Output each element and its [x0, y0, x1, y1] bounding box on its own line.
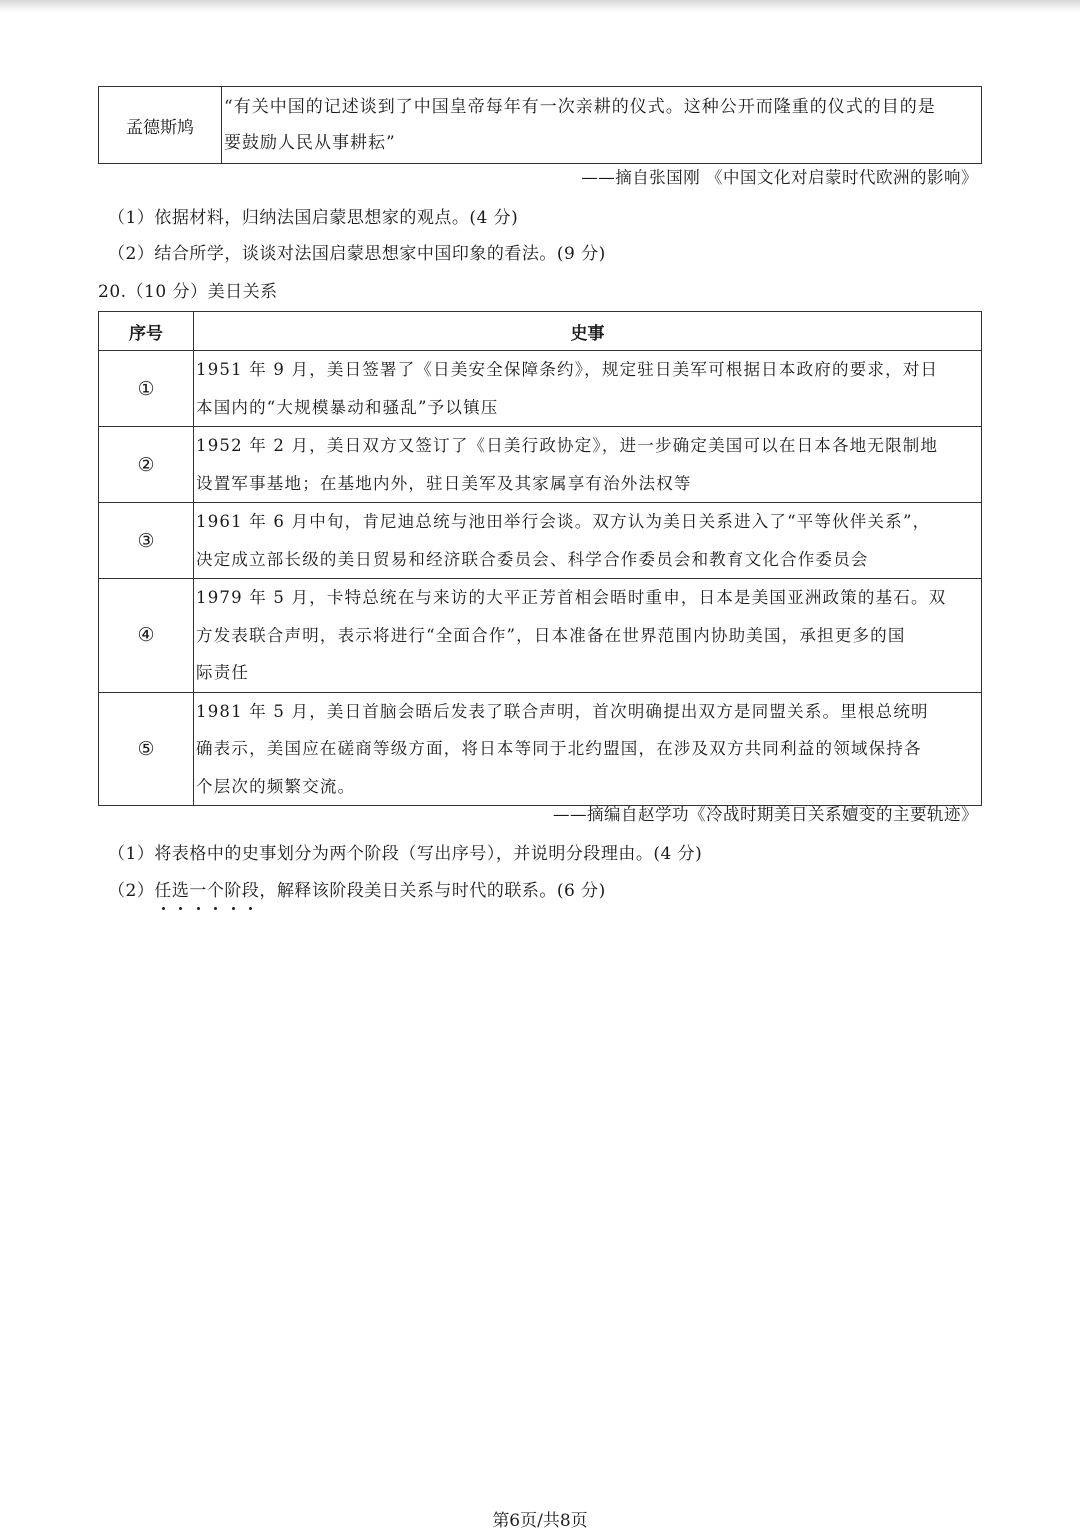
event-line: 方发表联合声明，表示将进行“全面合作”，日本准备在世界范围内协助美国，承担更多的国	[196, 625, 906, 645]
quote-author: 孟德斯鸠	[99, 87, 222, 164]
row-event	[194, 427, 982, 503]
event-line: 1952 年 2 月，美日双方又签订了《日美行政协定》，进一步确定美国可以在日本各地无限制地	[196, 436, 939, 455]
table-row	[99, 503, 982, 579]
emphasis-dot	[214, 907, 217, 910]
event-line: 1951 年 9 月，美日签署了《日美安全保障条约》，规定驻日美军可根据日本政府的要求，对日	[196, 360, 939, 379]
emphasis-dot	[249, 907, 252, 910]
q20-subquestion-1: （1）将表格中的史事划分为两个阶段（写出序号），并说明分段理由。(4 分)	[108, 844, 703, 864]
row-event	[194, 503, 982, 579]
emphasis-char: 一	[189, 881, 207, 901]
emphasis-dot	[179, 907, 182, 910]
emphasis-dot	[162, 907, 165, 910]
row-number: ①	[99, 351, 194, 427]
row-event	[194, 579, 982, 693]
emphasis-char: 个	[207, 881, 225, 901]
q20-heading: 20.（10 分）美日关系	[98, 282, 278, 302]
q19-subquestion-2: （2）结合所学，谈谈对法国启蒙思想家中国印象的看法。(9 分)	[108, 244, 606, 264]
table-row	[99, 579, 982, 693]
emphasis-char: 阶	[224, 881, 242, 901]
row-number: ②	[99, 427, 194, 503]
row-event	[194, 692, 982, 806]
quote-line: 要鼓励人民从事耕耘”	[224, 133, 396, 153]
event-line: 1961 年 6 月中旬，肯尼迪总统与池田举行会谈。双方认为美日关系进入了“平等伙伴关系”，	[196, 512, 931, 531]
quote-table	[98, 86, 982, 164]
top-edge-shadow	[0, 0, 1080, 12]
q20-subquestion-2	[108, 876, 606, 901]
row-number: ⑤	[99, 692, 194, 806]
header-num: 序号	[99, 312, 194, 351]
row-number: ④	[99, 579, 194, 693]
emphasis-dot	[197, 907, 200, 910]
emphasis-char: 选	[172, 881, 190, 901]
emphasis-char: 段	[242, 881, 260, 901]
row-number: ③	[99, 503, 194, 579]
history-table	[98, 311, 982, 806]
event-line: 本国内的“大规模暴动和骚乱”予以镇压	[196, 397, 499, 417]
table-row	[99, 692, 982, 806]
event-line: 个层次的频繁交流。	[196, 776, 356, 796]
q20-source: ——摘编自赵学功《冷战时期美日关系嬗变的主要轨迹》	[553, 805, 978, 824]
header-event: 史事	[194, 312, 982, 351]
page-footer: 第6页/共8页	[492, 1511, 588, 1531]
event-line: 设置军事基地；在基地内外，驻日美军及其家属享有治外法权等	[196, 473, 692, 493]
row-event	[194, 351, 982, 427]
event-line: 1979 年 5 月，卡特总统在与来访的大平正芳首相会晤时重申，日本是美国亚洲政策的基石。双	[196, 588, 947, 607]
q19-source: ——摘自张国刚 《中国文化对启蒙时代欧洲的影响》	[581, 168, 978, 187]
table-row	[99, 351, 982, 427]
q19-subquestion-1: （1）依据材料，归纳法国启蒙思想家的观点。(4 分)	[108, 208, 519, 228]
event-line: 1981 年 5 月，美日首脑会晤后发表了联合声明，首次明确提出双方是同盟关系。里根总统明	[196, 701, 929, 721]
quote-line: “有关中国的记述谈到了中国皇帝每年有一次亲耕的仪式。这种公开而隆重的仪式的目的是	[224, 97, 936, 117]
emphasis-char: 任	[154, 881, 172, 901]
event-line: 际责任	[196, 663, 250, 682]
history-table-header	[99, 312, 982, 351]
quote-row	[99, 87, 982, 164]
emphasized-text	[154, 881, 259, 901]
event-line: 决定成立部长级的美日贸易和经济联合委员会、科学合作委员会和教育文化合作委员会	[196, 549, 869, 569]
event-line: 确表示，美国应在磋商等级方面，将日本等同于北约盟国，在涉及双方共同利益的领域保持各	[196, 739, 922, 758]
subquestion-rest: ，解释该阶段美日关系与时代的联系。(6 分)	[259, 881, 606, 901]
quote-text	[222, 87, 982, 164]
table-row	[99, 427, 982, 503]
subquestion-prefix: （2）	[108, 881, 155, 901]
emphasis-dot	[232, 907, 235, 910]
